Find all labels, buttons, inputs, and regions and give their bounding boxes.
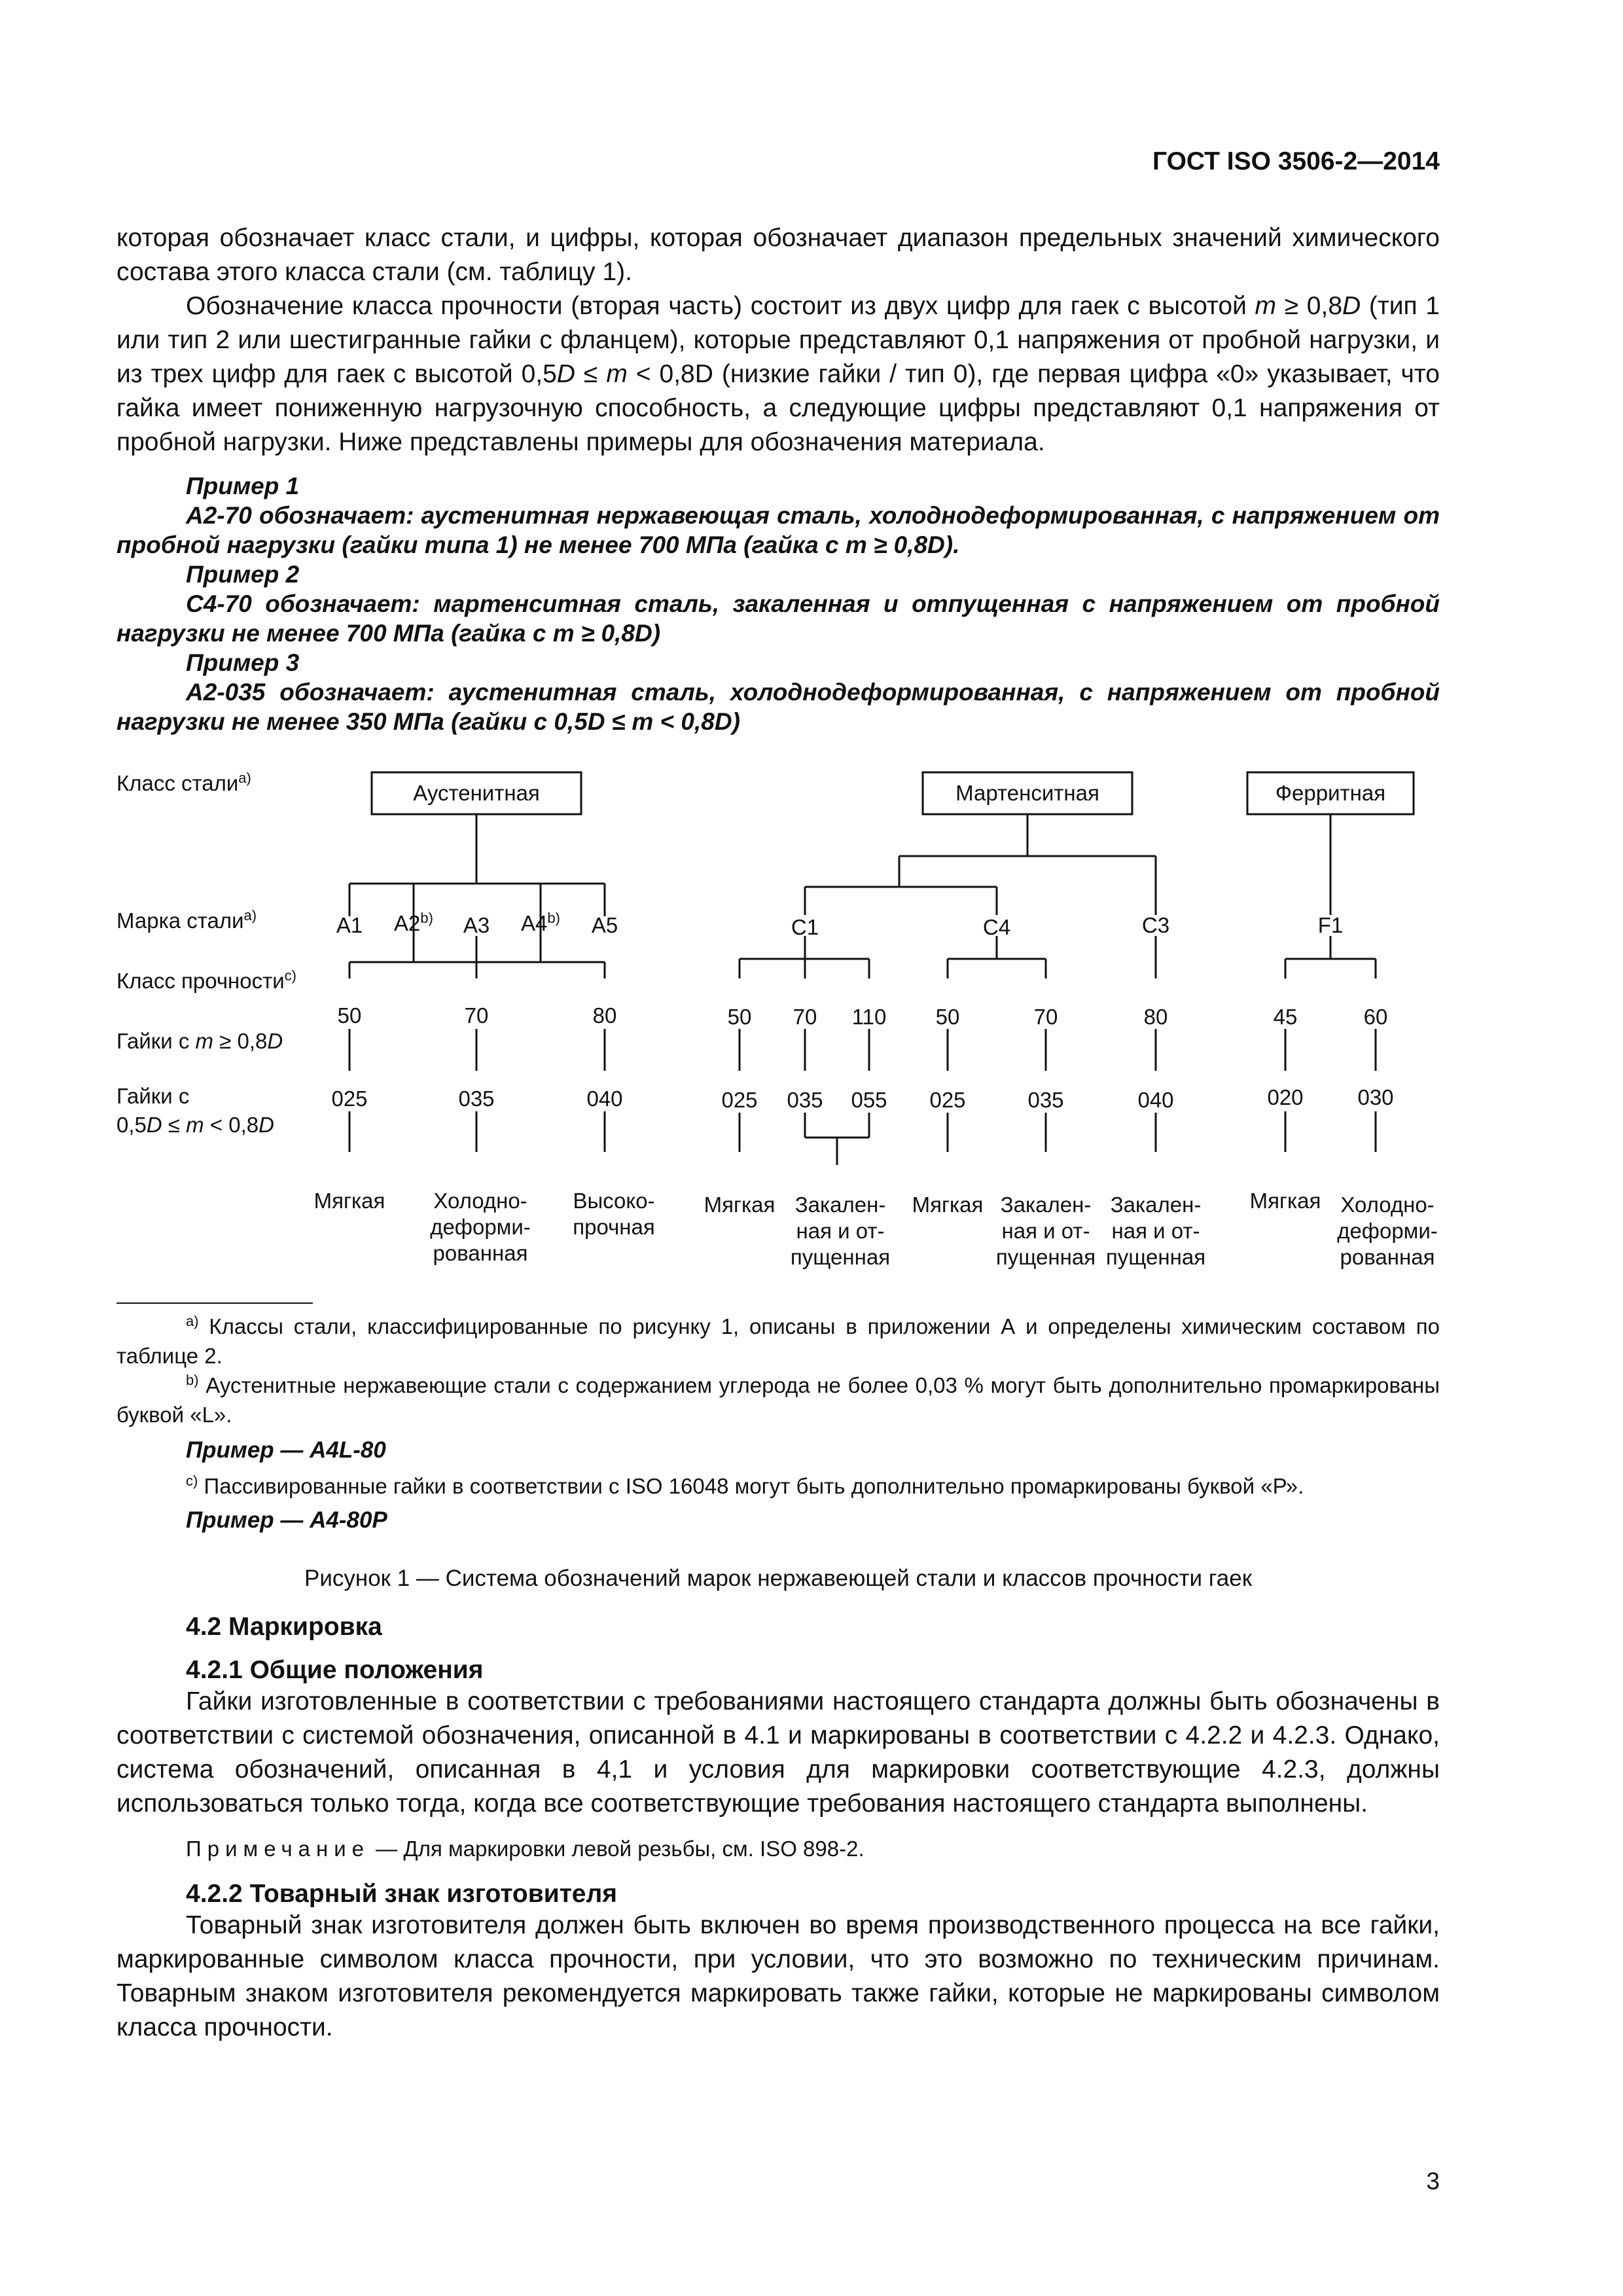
section-4-2-2-title: 4.2.2 Товарный знак изготовителя [186, 1880, 618, 1908]
grade-c3: C3 [1141, 913, 1170, 937]
example-2-heading: Пример 2 [186, 561, 300, 588]
desc-a-cold-2: деформи- [430, 1215, 531, 1239]
section-4-2-title: 4.2 Маркировка [186, 1613, 382, 1641]
value-c1-055: 055 [851, 1088, 887, 1112]
footnote-c: $^{c)}$ Пассивированные гайки в соответствии с ISO 16048 могут быть дополнительно промаркированы буквой «Р». [186, 1473, 1304, 1498]
desc-a-cold-1: Холодно- [433, 1189, 527, 1213]
examples-block [116, 471, 1440, 736]
intro-paragraph-1: которая обозначает класс стали, и цифры, которая обозначает диапазон предельных значений химического состава этого класса стали (см. таблицу 1). [116, 224, 1440, 286]
section-4-2-1-title: 4.2.1 Общие положения [186, 1656, 484, 1684]
value-c1-110: 110 [851, 1005, 887, 1029]
row-label-nuts-low-2: 0,5D ≤ m < 0,8D [116, 1113, 274, 1137]
desc-c4-qt-2: ная и от- [1001, 1219, 1090, 1243]
desc-c3-qt-3: пущенная [1105, 1245, 1206, 1269]
value-f1-45: 45 [1273, 1005, 1298, 1029]
footnote-separator [116, 1302, 313, 1304]
value-c4-025: 025 [929, 1088, 966, 1112]
figure-caption: Рисунок 1 — Система обозначений марок нержавеющей стали и классов прочности гаек [304, 1566, 1253, 1591]
section-4-2 [116, 1613, 1440, 2045]
value-c4-70: 70 [1033, 1005, 1058, 1029]
footnote-b-example: Пример — A4L-80 [186, 1437, 386, 1463]
example-2-text: С4-70 обозначает: мартенситная сталь, закаленная и отпущенная с напряжением от пробной нагрузки не менее 700 МПа (гайка с m ≥ 0,8D) [116, 590, 1440, 647]
value-a-50: 50 [337, 1003, 362, 1028]
desc-c4-qt-1: Закален- [1000, 1193, 1092, 1217]
grade-c4: C4 [982, 915, 1011, 939]
desc-f1-soft: Мягкая [1249, 1189, 1321, 1213]
value-a-040: 040 [586, 1086, 623, 1111]
value-f1-020: 020 [1267, 1085, 1304, 1109]
row-label-steel-class: Класс стали$^{a)}$ [116, 770, 251, 795]
value-c1-50: 50 [727, 1005, 752, 1029]
row-label-strength-class: Класс прочности$^{c)}$ [116, 967, 296, 993]
desc-c1-qt-3: пущенная [790, 1245, 891, 1269]
value-f1-60: 60 [1363, 1005, 1388, 1029]
footnote-c-example: Пример — A4-80P [186, 1507, 387, 1533]
example-1-heading: Пример 1 [186, 473, 300, 499]
value-a-035: 035 [458, 1086, 495, 1111]
example-1-text: А2-70 обозначает: аустенитная нержавеющая сталь, холоднодеформированная, с напряжением от пробной нагрузки (гайки типа 1) не менее 700 МПа (гайка с m ≥ 0,8D). [116, 502, 1440, 558]
desc-a-high-2: прочная [573, 1215, 655, 1239]
desc-c3-qt-1: Закален- [1110, 1193, 1202, 1217]
grade-a3: A3 [463, 913, 490, 937]
value-a-70: 70 [464, 1003, 489, 1028]
note: Примечание — Для маркировки левой резьбы, см. ISO 898-2. [186, 1837, 865, 1861]
page-number: 3 [1426, 2168, 1440, 2195]
example-3-heading: Пример 3 [186, 649, 300, 676]
section-4-2-1-text: Гайки изготовленные в соответствии с требованиями настоящего стандарта должны быть обозначены в соответствии с системой обозначения, описанной в 4.1 и маркированы в соответствии с 4.2.2 и 4.2.3. Однако, система обозначений, описанная в 4,1 и условия для маркировки соответствующие 4.2.3, должны использоваться только тогда, когда все соответствующие требования настоящего стандарта выполнены. [116, 1687, 1440, 1818]
value-c1-035: 035 [787, 1088, 823, 1112]
desc-a-high-1: Высоко- [573, 1189, 655, 1213]
desc-c1-soft: Мягкая [704, 1193, 776, 1217]
footnote-a: $^{a)}$ Классы стали, классифицированные по рисунку 1, описаны в приложении А и определены химическим составом по таблице 2. [116, 1313, 1440, 1368]
desc-c1-qt-1: Закален- [794, 1193, 886, 1217]
row-label-steel-grade: Марка стали$^{a)}$ [116, 907, 257, 933]
footnote-b: $^{b)}$ Аустенитные нержавеющие стали с содержанием углерода не более 0,03 % могут быть дополнительно промаркированы буквой «L». [116, 1372, 1440, 1427]
value-f1-030: 030 [1357, 1085, 1394, 1109]
value-c4-50: 50 [935, 1005, 960, 1029]
section-4-2-2-text: Товарный знак изготовителя должен быть включен во время производственного процесса на все гайки, маркированные символом класса прочности, при условии, что это возможно по техническим причинам. Товарным знаком изготовителя рекомендуется маркировать также гайки, которые не маркированы символом класса прочности. [116, 1911, 1440, 2041]
row-label-nuts-low-1: Гайки с [116, 1084, 190, 1108]
steel-grade-diagram [116, 759, 1440, 1283]
grade-a5: A5 [591, 913, 618, 937]
value-c1-025: 025 [721, 1088, 758, 1112]
value-a-025: 025 [331, 1086, 368, 1111]
desc-c4-qt-3: пущенная [995, 1245, 1096, 1269]
intro-paragraph-2: Обозначение класса прочности (вторая часть) состоит из двух цифр для гаек с высотой m ≥ 0,8D (тип 1 или тип 2 или шестигранные гайки с фланцем), которые представляют 0,1 напряжения от пробной нагрузки, и из трех цифр для гаек с высотой 0,5D ≤ m < 0,8D (низкие гайки / тип 0), где первая цифра «0» указывает, что гайка имеет пониженную нагрузочную способность, а следующие цифры представляют 0,1 напряжения от пробной нагрузки. Ниже представлены примеры для обозначения материала. [116, 292, 1440, 456]
value-a-80: 80 [592, 1003, 617, 1028]
value-c3-80: 80 [1143, 1005, 1168, 1029]
document-header: ГОСТ ISO 3506-2—2014 [1152, 147, 1440, 175]
figure-caption-wrap [116, 1566, 1440, 1592]
grade-f1: F1 [1317, 913, 1344, 937]
desc-c4-soft: Мягкая [912, 1193, 984, 1217]
value-c3-040: 040 [1137, 1088, 1174, 1112]
desc-f1-cold-1: Холодно- [1340, 1193, 1435, 1217]
intro-text [116, 221, 1440, 459]
box-martensitic: Мартенситная [955, 781, 1099, 805]
example-3-text: А2-035 обозначает: аустенитная сталь, холоднодеформированная, с напряжением от пробной нагрузки не менее 350 МПа (гайки с 0,5D ≤ m < 0,8D) [116, 679, 1440, 735]
footnotes-block [116, 1312, 1440, 1534]
grade-a4: A4$^{b)}$ [521, 910, 560, 935]
desc-c1-qt-2: ная и от- [796, 1219, 885, 1243]
desc-a-cold-3: рованная [433, 1241, 528, 1265]
value-c4-035: 035 [1027, 1088, 1064, 1112]
row-label-nuts-high: Гайки с m ≥ 0,8D [116, 1029, 283, 1053]
value-c1-70: 70 [793, 1005, 817, 1029]
desc-f1-cold-2: деформи- [1337, 1219, 1438, 1243]
desc-f1-cold-3: рованная [1340, 1245, 1435, 1269]
desc-a-soft: Мягкая [313, 1189, 385, 1213]
grade-a1: A1 [336, 913, 363, 937]
grade-a2: A2$^{b)}$ [394, 910, 433, 935]
box-ferritic: Ферритная [1275, 781, 1386, 805]
grade-c1: C1 [791, 915, 819, 939]
desc-c3-qt-2: ная и от- [1111, 1219, 1200, 1243]
box-austenitic: Аустенитная [413, 781, 540, 805]
